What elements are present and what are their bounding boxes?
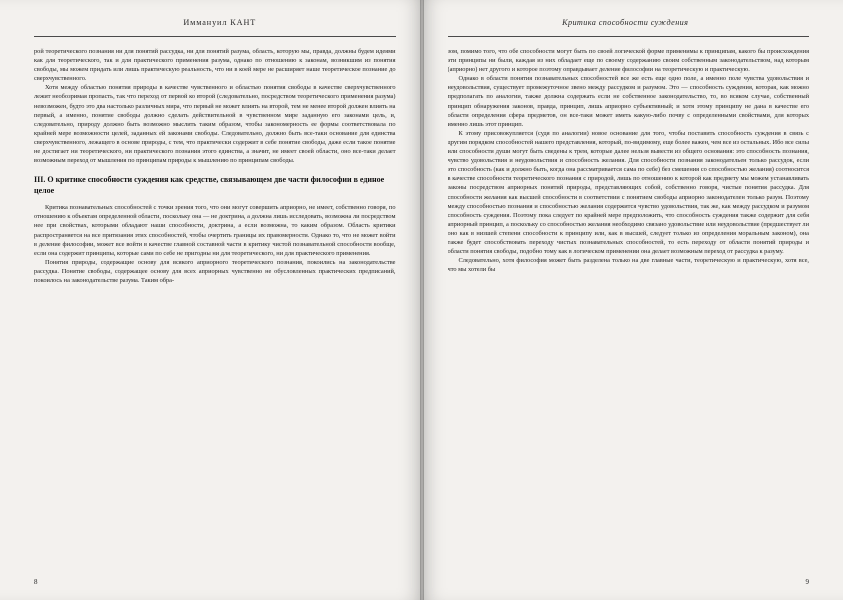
left-header-rule — [34, 36, 396, 37]
paragraph: рой теоретического познания ни для понятий рассудка, ни для понятий разума, область, которую мы, правда, должны будем идеями как для теоретического, так и для практического применения разума, однако по отношению к законам, возникшим из понятия свободы, мы можем придать или лишь практическую реальность, что ни в коей мере не расширяет наше теоретическое познание до сверхчувственного. — [34, 48, 396, 83]
paragraph: зом, помимо того, что обе способности могут быть по своей логической форме применимы к принципам, какого бы происхождения эти принципы ни были, каждая из них обладает еще по своему содержанию своим собственным законодательством, над которым (априорно) нет другого и которое поэтому оправдывает деление философии на теоретическую и практическую. — [447, 48, 809, 74]
paragraph: Хотя между областью понятия природы в качестве чувственного и областью понятия свободы в качестве сверхчувственного лежит необозримая пропасть, так что переход от первой ко второй (следовательно, посредством теоретического применения разума) невозможен, будто это два настолько различных мира, что первый не может влиять на второй, тем не менее второй должен влиять на первый, а именно, понятие свободы должно сделать действительной в чувственном мире заданную его законами цель, и, следовательно, природу должно быть возможно мыслить таким образом, чтобы закономерность ее формы соответствовала по крайней мере возможности целей, заданных ей законами свободы. Следовательно, должно быть все-таки основание для единства сверхчувственного, лежащего в основе природы, с тем, что практически содержит в себе понятие свободы, даже если такое понятие не достигает ни теоретического, ни практического познания этого единства, а значит, не имеет своей области, оно все-таки делает возможным переход от мышления по принципам природы к мышлению по принципам свободы. — [34, 84, 396, 165]
left-page-body — [34, 47, 396, 575]
book-gutter — [420, 0, 424, 600]
paragraph: Однако в области понятия познавательных способностей все же есть еще одно поле, а именно поле чувства удовольствия и неудовольствия, существует промежуточное звено между рассудком и разумом. Это — способность суждения, которая, как можно предполагать по аналогии, также должна содержать если не собственное законодательство, то, во всяком случае, собственный принцип обнаружения законов, правда, принцип, лишь априорно субъективный; и хотя этому принципу не дана в качестве его области определения сфера предметов, он все-таки может иметь какую-либо почву с определенными свойствами, для которых именно лишь этот принцип. — [447, 75, 809, 128]
paragraph: Следовательно, хотя философия может быть разделена только на две главные части, теоретическую и практическую, хотя все, что мы хотели бы — [447, 257, 809, 274]
right-page-body — [448, 47, 810, 575]
paragraph: Понятия природы, содержащие основу для всякого априорного теоретического познания, покоились на законодательстве рассудка. Понятие свободы, содержащее основу для всех априорных чувственно не обусловленных практических предписаний, покоилось на законодательстве разума. Таким обра- — [34, 258, 396, 284]
paragraph: К этому присовокупляется (судя по аналогии) новое основание для того, чтобы поставить способность суждения в связь с другим порядком способностей нашего представления, который, по-видимому, еще более важен, чем все из остальных. Ибо все силы или способности души могут быть сведены к трем, которые далее нельзя вывести из общего основания: это способность познания, чувство удовольствия и неудовольствия и способность желания. Для способности познания законодательен только рассудок, если это способность (как и должно быть, когда она рассматривается сама по себе) без смешения со способностью желания) соотносится в качестве способности теоретического познания с природой, лишь по отношению к которой как предмету мы можем устанавливать законы посредством априорных понятий природы, представляющих собой, собственно говоря, чистые понятия рассудка. Для способности желания как высшей способности в соответствии с понятием свободы априорно законодателен только разум. Поэтому между способностью познания и способностью желания содержится чувство удовольствия, так же, как между рассудком и разумом способность суждения. Поэтому пока следует по крайней мере предположить, что способность суждения также содержит для себя априорный принцип, а поскольку со способностью желания необходимо связано удовольствие или неудовольствие (предшествует ли оно как в низшей степени способности к принципу или, как в высшей, следует только из определения моральным законом), она также будет способствовать переходу чистых познавательных способностей, то есть переходу от области понятий природы и области понятия свободы, подобно тому как в логическом применении она делает возможным переход от рассудка к разуму. — [447, 129, 809, 256]
right-page — [422, 0, 843, 600]
page-number-left: 8 — [34, 578, 38, 586]
page-number-right: 9 — [805, 578, 809, 586]
section-heading: III. О критике способности суждения как средстве, связывающем две части философии в единое целое — [34, 175, 385, 196]
paragraph: Критика познавательных способностей с точки зрения того, что они могут совершить априорно, не имеет, собственно говоря, по отношению к объектам определенной области, поскольку она — не доктрина, а должна лишь исследовать, возможна ли посредством нее при свойствах, которыми обладают наши способности, доктрина, а если возможна, то каким образом. Область критики распространяется на все притязания этих способностей, чтобы очертить границы их правомерности. Однако то, что не может войти в деление философии, может все войти в качестве главной составной части в критику чистой познавательной способности вообще, если она содержит принципы, которые сами по себе не пригодны ни для теоретического, ни для практического применения. — [34, 204, 396, 257]
right-running-head: Критика способности суждения — [562, 18, 689, 27]
left-running-head: Иммануил КАНТ — [183, 18, 257, 27]
right-header-rule — [448, 36, 810, 37]
